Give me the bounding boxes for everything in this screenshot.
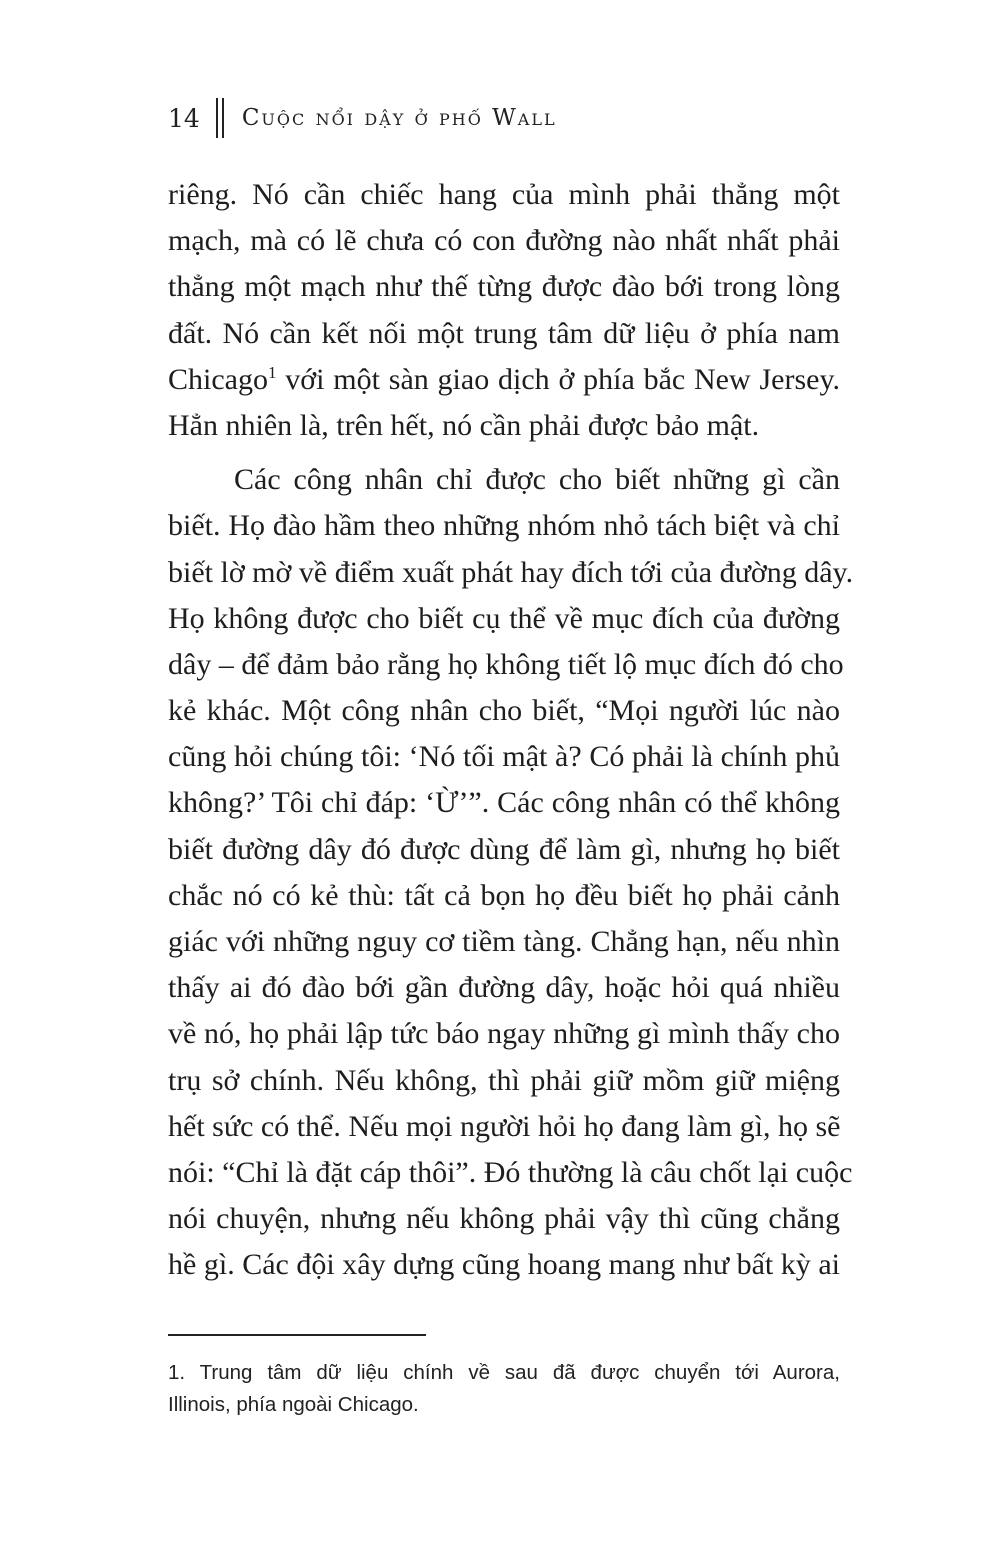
text-line: Họ không được cho biết cụ thể về mục đích của đường: [168, 601, 840, 635]
text-line: [168, 357, 840, 403]
text-line: về nó, họ phải lập tức báo ngay những gì mình thấy cho: [168, 1017, 840, 1051]
text-line: nói: “Chỉ là đặt cáp thôi”. Đó thường là câu chốt lại cuộc: [168, 1155, 853, 1189]
text-line: Các công nhân chỉ được cho biết những gì cần: [234, 463, 840, 497]
text-line: biết. Họ đào hầm theo những nhóm nhỏ tách biệt và chỉ: [168, 509, 840, 543]
body-text: [168, 172, 854, 1289]
header-double-rule: [216, 98, 224, 138]
text-line: mạch, mà có lẽ chưa có con đường nào nhất nhất phải: [168, 224, 840, 258]
text-line: hết sức có thể. Nếu mọi người hỏi họ đang làm gì, họ sẽ: [168, 1109, 841, 1143]
running-title: Cuộc nổi dậy ở phố Wall: [241, 105, 557, 131]
text-line: Hẳn nhiên là, trên hết, nó cần phải được bảo mật.: [168, 408, 760, 442]
text-line: kẻ khác. Một công nhân cho biết, “Mọi người lúc nào: [168, 694, 840, 728]
text-line: hề gì. Các đội xây dựng cũng hoang mang như bất kỳ ai: [168, 1248, 840, 1282]
footnote: [168, 1357, 840, 1421]
text-line: thẳng một mạch như thế từng được đào bới trong lòng: [168, 270, 840, 304]
text-line: chắc nó có kẻ thù: tất cả bọn họ đều biết họ phải cảnh: [168, 878, 840, 912]
text-line: biết đường dây đó được dùng để làm gì, nhưng họ biết: [168, 832, 840, 866]
text-fragment: với một sàn giao dịch ở phía bắc New Jersey.: [276, 362, 840, 396]
running-head: [168, 96, 557, 140]
text-fragment: Chicago: [168, 362, 268, 396]
page-number: 14: [168, 103, 200, 133]
footnote-divider: [168, 1334, 426, 1336]
text-line: giác với những nguy cơ tiềm tàng. Chẳng hạn, nếu nhìn: [168, 925, 840, 958]
footnote-reference: 1: [267, 362, 277, 382]
text-line: riêng. Nó cần chiếc hang của mình phải thẳng một: [168, 178, 840, 211]
text-line: thấy ai đó đào bới gần đường dây, hoặc hỏi quá nhiều: [168, 971, 840, 1005]
text-line: cũng hỏi chúng tôi: ‘Nó tối mật à? Có phải là chính phủ: [168, 740, 840, 774]
text-line: đất. Nó cần kết nối một trung tâm dữ liệu ở phía nam: [168, 316, 840, 350]
text-line: biết lờ mờ về điểm xuất phát hay đích tới của đường dây.: [168, 555, 854, 589]
text-line: dây – để đảm bảo rằng họ không tiết lộ mục đích đó cho: [168, 647, 844, 681]
text-line: nói chuyện, nhưng nếu không phải vậy thì cũng chẳng: [168, 1202, 840, 1236]
footnote-line: Illinois, phía ngoài Chicago.: [168, 1393, 419, 1416]
text-line: không?’ Tôi chỉ đáp: ‘Ừ’”. Các công nhân có thể không: [168, 786, 840, 820]
footnote-line: 1. Trung tâm dữ liệu chính về sau đã được chuyển tới Aurora,: [168, 1361, 840, 1384]
text-line: trụ sở chính. Nếu không, thì phải giữ mồm giữ miệng: [168, 1063, 840, 1097]
